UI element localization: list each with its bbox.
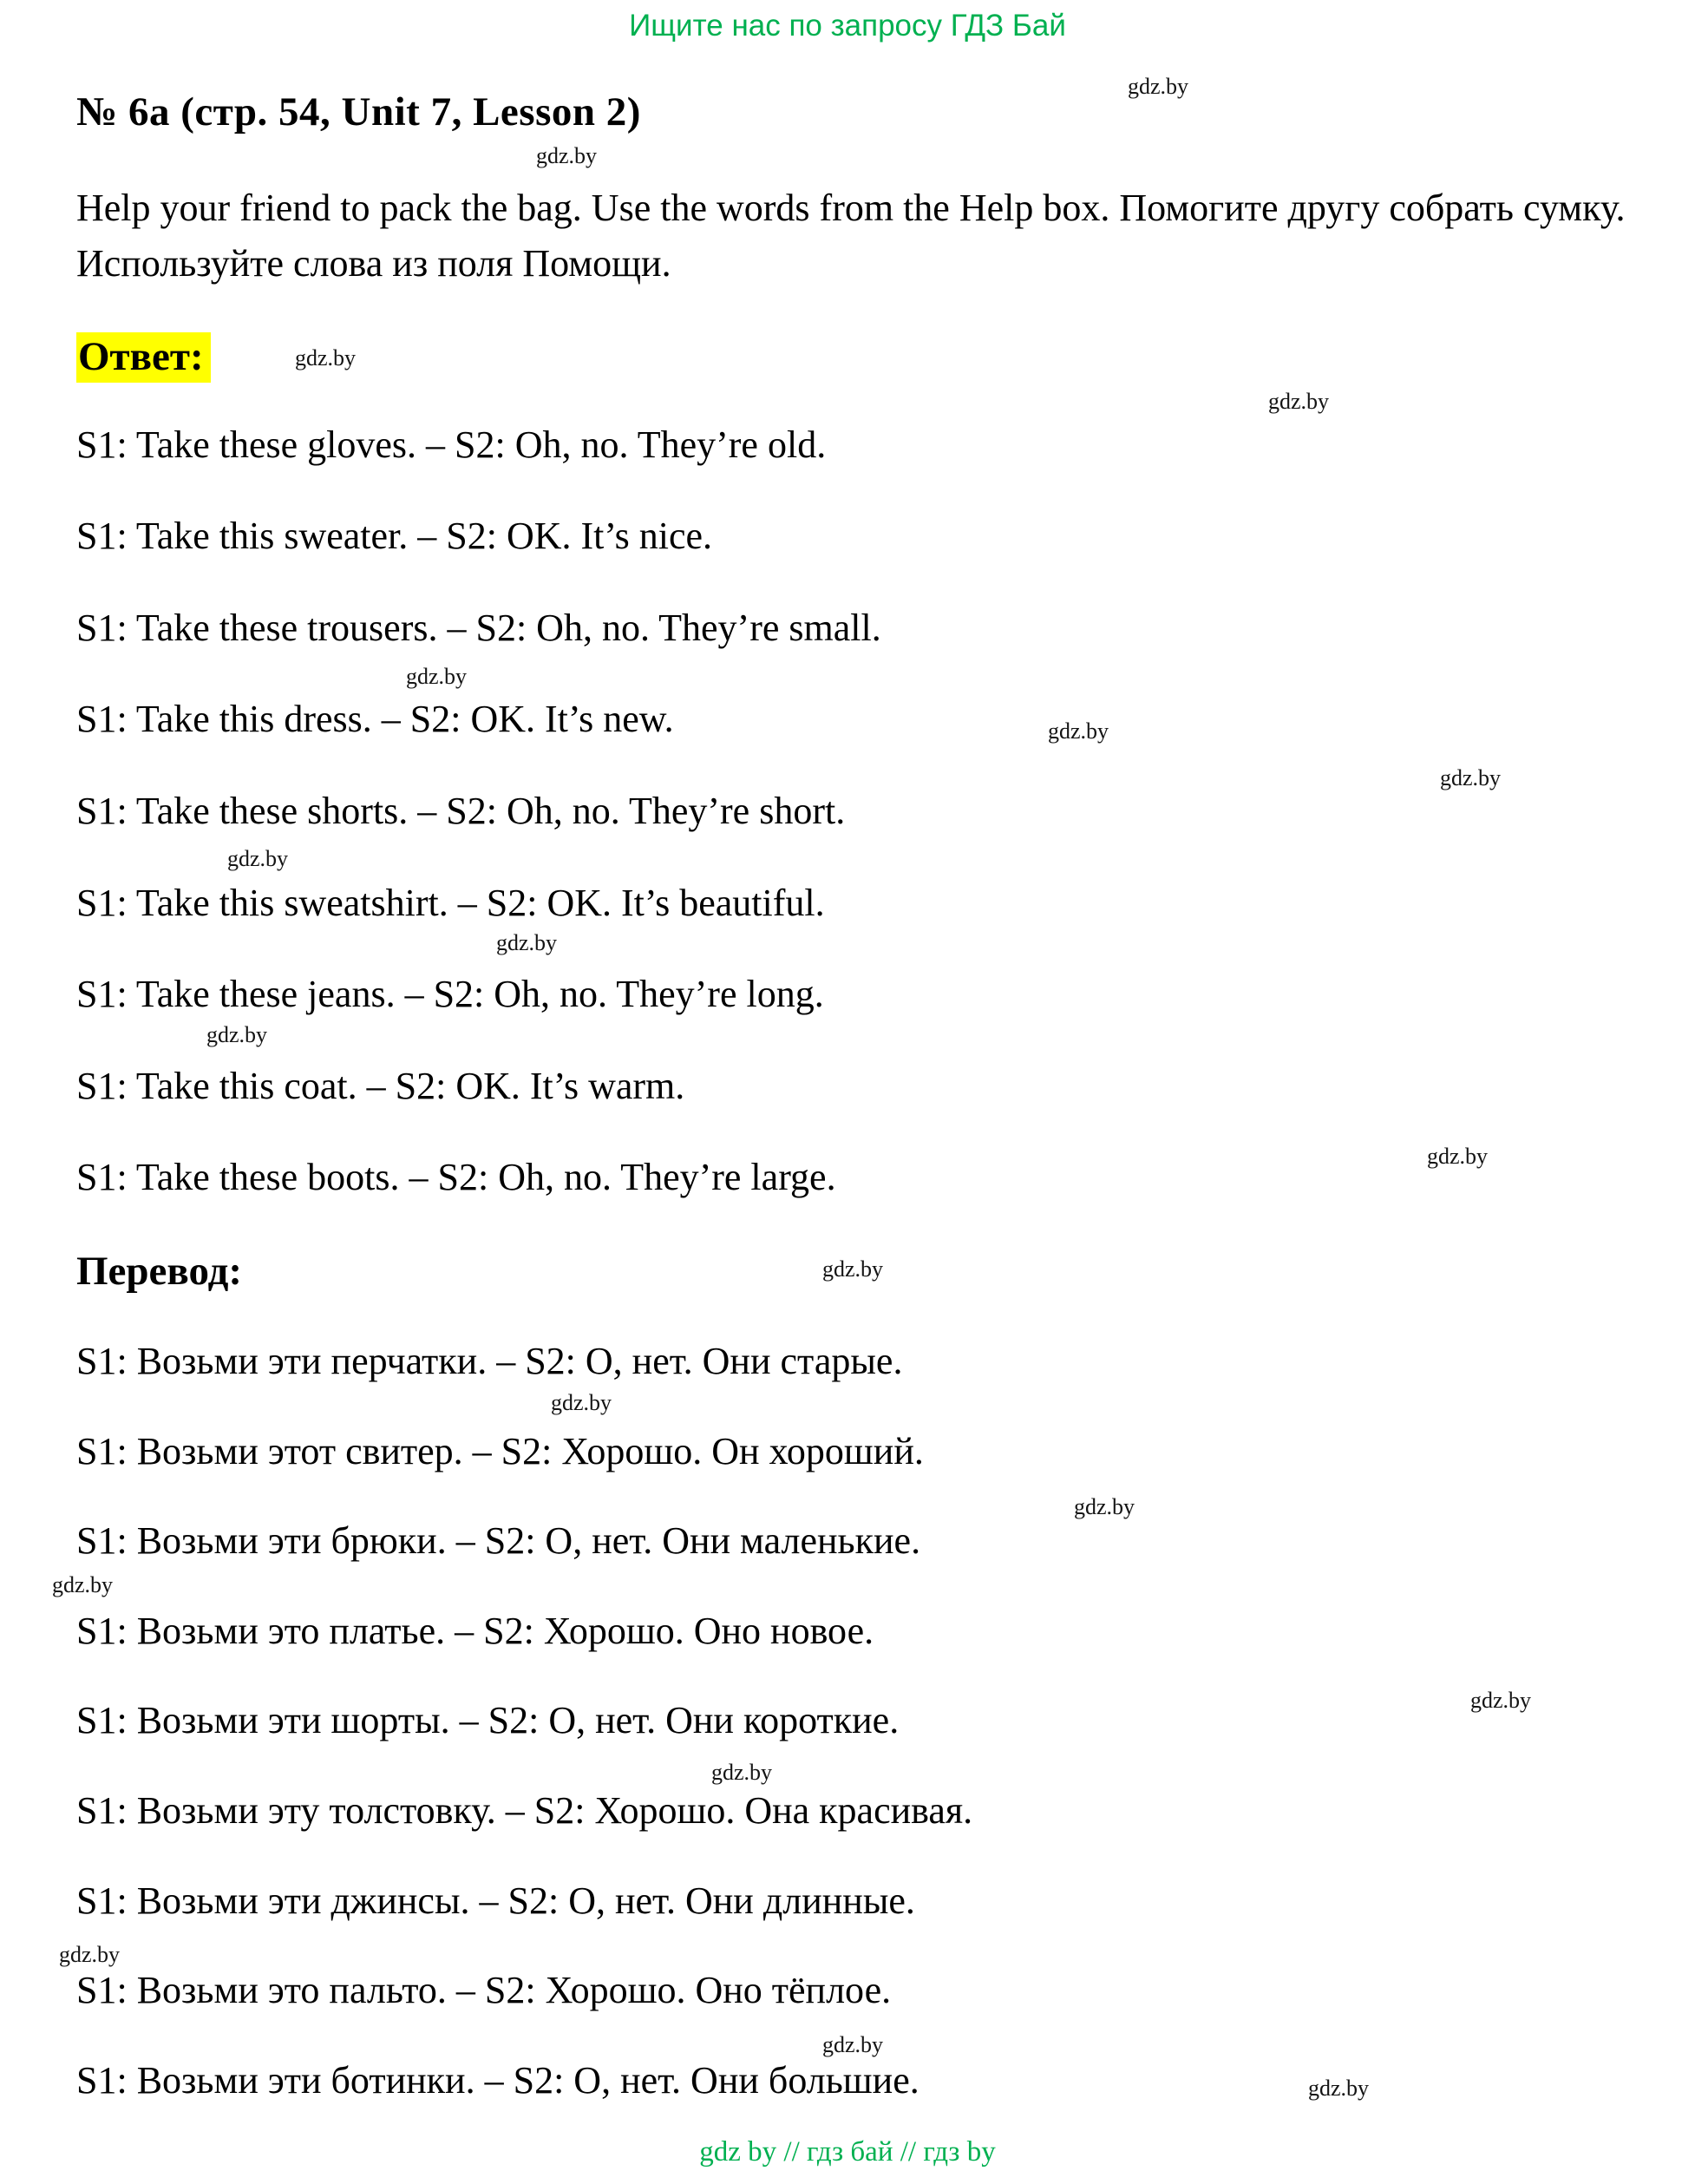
answer-line: S1: Take this coat. – S2: OK. It’s warm. (76, 1064, 685, 1107)
watermark: gdz.by (59, 1942, 121, 1967)
answer-line: S1: Take these shorts. – S2: Oh, no. They’re short. (76, 789, 846, 832)
watermark: gdz.by (1268, 389, 1330, 414)
answer-lines (0, 423, 1695, 1200)
watermark: gdz.by (295, 345, 357, 371)
answer-line: S1: Take these trousers. – S2: Oh, no. They’re small. (76, 606, 881, 649)
watermark: gdz.by (711, 1760, 773, 1785)
watermark: gdz.by (1128, 74, 1189, 99)
watermark: gdz.by (551, 1390, 612, 1415)
answer-line: S1: Take this dress. – S2: OK. It’s new. (76, 698, 674, 741)
translation-line: S1: Возьми эти шорты. – S2: О, нет. Они короткие. (76, 1699, 900, 1742)
translation-lines (0, 1340, 1695, 2102)
exercise-title: № 6a (стр. 54, Unit 7, Lesson 2) (76, 89, 641, 134)
watermark: gdz.by (536, 143, 598, 168)
watermark: gdz.by (406, 664, 468, 689)
translation-line: S1: Возьми эти ботинки. – S2: О, нет. Они большие. (76, 2058, 919, 2102)
translation-line: S1: Возьми эту толстовку. – S2: Хорошо. Она красивая. (76, 1788, 973, 1832)
answer-line: S1: Take these gloves. – S2: Oh, no. They’re old. (76, 423, 827, 466)
watermark: gdz.by (1308, 2076, 1370, 2101)
watermark: gdz.by (1440, 765, 1502, 790)
translation-line: S1: Возьми эти джинсы. – S2: О, нет. Они длинные. (76, 1879, 915, 1922)
answer-line: S1: Take these boots. – S2: Oh, no. They’re large. (76, 1156, 836, 1199)
watermark: gdz.by (52, 1572, 114, 1597)
watermark: gdz.by (206, 1022, 268, 1047)
watermark: gdz.by (1048, 718, 1109, 744)
watermark: gdz.by (822, 2032, 884, 2057)
answer-line: S1: Take this sweater. – S2: OK. It’s nice. (76, 515, 713, 558)
answer-label-highlight: Ответ: (76, 332, 211, 383)
watermark: gdz.by (1470, 1688, 1532, 1713)
translation-line: S1: Возьми эти перчатки. – S2: О, нет. Они старые. (76, 1339, 903, 1382)
translation-section-label: Перевод: (76, 1248, 243, 1294)
watermark: gdz.by (227, 846, 289, 871)
top-banner: Ищите нас по запросу ГДЗ Бай (629, 9, 1066, 43)
watermark: gdz.by (496, 930, 558, 955)
task-text: Help your friend to pack the bag. Use the words from the Help box. Помогите другу собрать сумку. Используйте слова из поля Помощи. (76, 187, 1626, 285)
translation-line: S1: Возьми эти брюки. – S2: О, нет. Они маленькие. (76, 1519, 921, 1563)
watermark: gdz.by (1074, 1494, 1135, 1519)
translation-line: S1: Возьми это пальто. – S2: Хорошо. Оно тёплое. (76, 1969, 892, 2012)
watermark: gdz.by (822, 1256, 884, 1282)
answer-line: S1: Take these jeans. – S2: Oh, no. They’re long. (76, 973, 824, 1016)
watermark: gdz.by (1427, 1144, 1489, 1169)
footer-text: gdz by // гдз бай // гдз by (699, 2136, 996, 2168)
translation-line: S1: Возьми это платье. – S2: Хорошо. Оно новое. (76, 1609, 874, 1652)
translation-line: S1: Возьми этот свитер. – S2: Хорошо. Он хороший. (76, 1429, 924, 1472)
answer-line: S1: Take this sweatshirt. – S2: OK. It’s beautiful. (76, 881, 825, 924)
